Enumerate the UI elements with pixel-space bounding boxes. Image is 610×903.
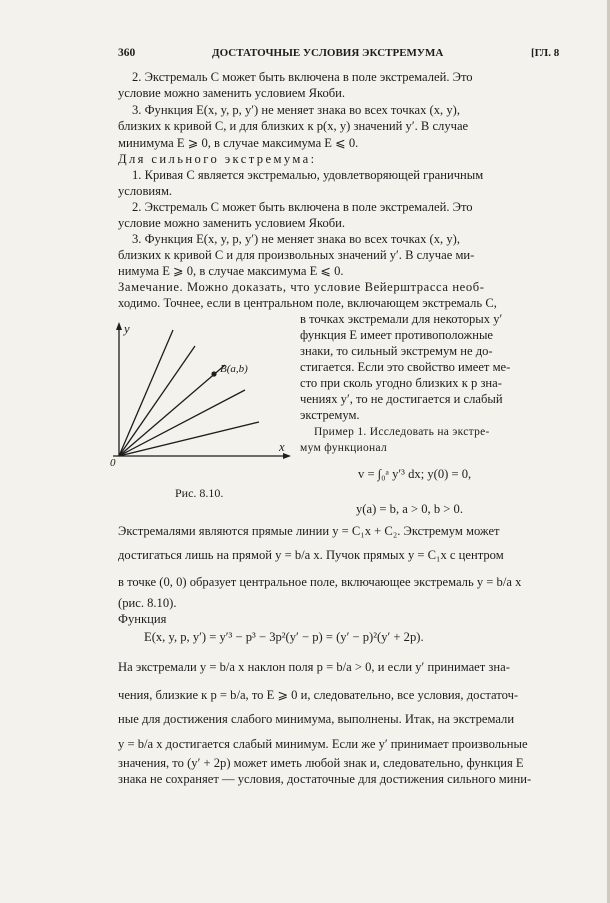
x-axis-label: x — [279, 440, 285, 454]
figure-caption: Рис. 8.10. — [175, 486, 224, 500]
extremal-line — [119, 422, 259, 456]
text-line: 3. Функция E(x, y, p, y′) не меняет знака во всех точках (x, y), — [132, 232, 460, 246]
text-line: Функция — [118, 612, 167, 626]
text-line: минимума E ⩾ 0, в случае максимума E ⩽ 0. — [118, 136, 359, 150]
text-line: в точках экстремали для некоторых y′ — [300, 312, 503, 326]
functional-formula: v = ∫₀ᵃ y′³ dx; y(0) = 0, — [358, 467, 472, 481]
point-b-marker — [211, 371, 216, 376]
text-line: условиям. — [118, 184, 173, 198]
y-axis-label: y — [124, 322, 130, 336]
weierstrass-function-formula: E(x, y, p, y′) = y′³ − p³ − 3p²(y′ − p) = (y′ − p)²(y′ + 2p). — [144, 630, 424, 644]
text-line: стигается. Если это свойство имеет ме- — [300, 360, 511, 374]
text-line: нимума E ⩾ 0, в случае максимума E ⩽ 0. — [118, 264, 344, 278]
text-line: близких к кривой C, и для близких к p(x, y) значений y′. В случае — [118, 119, 469, 133]
text-line: ходимо. Точнее, если в центральном поле, включающем экстремаль C, — [118, 296, 497, 310]
example-heading: Пример 1. Исследовать на экстре- — [314, 426, 490, 438]
text-line: чения, близкие к p = b/a, то E ⩾ 0 и, следовательно, все условия, достаточ- — [118, 688, 519, 702]
page-number: 360 — [118, 47, 136, 59]
chapter-label: [ГЛ. 8 — [531, 47, 560, 59]
origin-label: 0 — [110, 457, 116, 469]
text-line: близких к кривой C и для произвольных значений y′. В случае ми- — [118, 248, 475, 262]
y-axis-arrow — [116, 322, 122, 330]
point-b-label: B(a,b) — [220, 363, 248, 375]
section-heading: Для сильного экстремума: — [118, 152, 317, 166]
text-line: 2. Экстремаль C может быть включена в поле экстремалей. Это — [132, 70, 473, 84]
extremal-line — [119, 390, 245, 456]
text-line: y = b/a x достигается слабый минимум. Если же y′ принимает произвольные — [118, 737, 528, 751]
text-line: (рис. 8.10). — [118, 596, 177, 610]
remark-line: Замечание. Можно доказать, что условие Вейерштрасса необ- — [118, 280, 485, 294]
text-line: 3. Функция E(x, y, p, y′) не меняет знака во всех точках (x, y), — [132, 103, 460, 117]
text-line: знака не сохраняет — условия, достаточные для достижения сильного мини- — [118, 772, 532, 786]
text-line: в точке (0, 0) образует центральное поле, включающее экстремаль y = b/a x — [118, 575, 522, 589]
text-line: 1. Кривая C является экстремалью, удовлетворяющей граничным — [132, 168, 484, 182]
text-line: функция E имеет противоположные — [300, 328, 494, 342]
figure-8-10 — [105, 318, 295, 478]
running-title: ДОСТАТОЧНЫЕ УСЛОВИЯ ЭКСТРЕМУМА — [212, 47, 444, 59]
text-line: экстремум. — [300, 408, 360, 422]
text-line: чениях y′, то не достигается и слабый — [300, 392, 503, 406]
text-line: 2. Экстремаль C может быть включена в поле экстремалей. Это — [132, 200, 473, 214]
text-line: сто при сколь угодно близких к p зна- — [300, 376, 502, 390]
text-line: условие можно заменить условием Якоби. — [118, 86, 346, 100]
text-line: условие можно заменить условием Якоби. — [118, 216, 346, 230]
text-line: значения, то (y′ + 2p) может иметь любой знак и, следовательно, функция E — [118, 756, 524, 770]
text-line: достигаться лишь на прямой y = b/a x. Пучок прямых y = C₁x с центром — [118, 548, 504, 562]
example-line: мум функционал — [300, 442, 388, 454]
text-line: ные для достижения слабого минимума, выполнены. Итак, на экстремали — [118, 712, 515, 726]
boundary-formula: y(a) = b, a > 0, b > 0. — [356, 502, 463, 516]
text-line: знаки, то сильный экстремум не до- — [300, 344, 493, 358]
text-line: Экстремалями являются прямые линии y = C₁x + C₂. Экстремум может — [118, 524, 500, 538]
extremal-line — [119, 330, 173, 456]
text-line: На экстремали y = b/a x наклон поля p = b/a > 0, и если y′ принимает зна- — [118, 660, 510, 674]
